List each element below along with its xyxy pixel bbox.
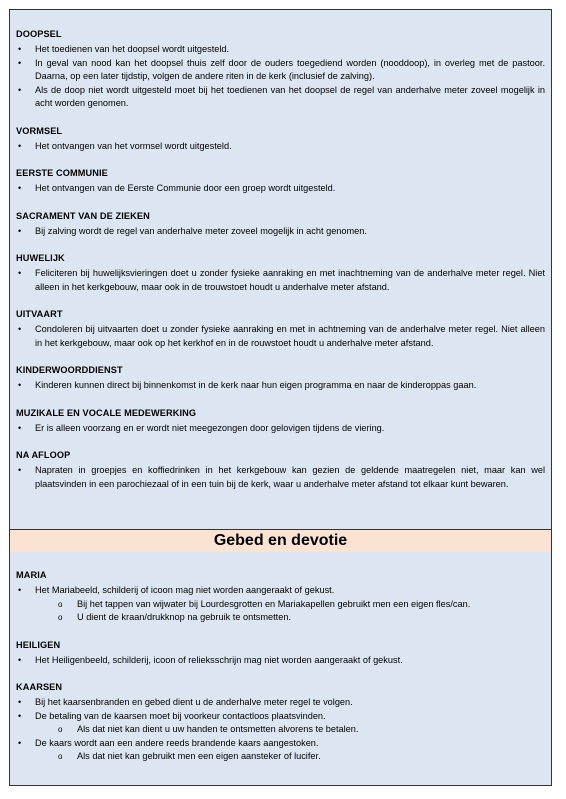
list-item (16, 84, 551, 111)
list-item (16, 422, 551, 436)
sub-list-item (16, 611, 551, 625)
list-item (16, 654, 551, 668)
section-heading: HEILIGEN (16, 639, 61, 650)
bullet-icon: • (18, 84, 22, 95)
bullet-icon: • (18, 585, 22, 595)
list-item (16, 57, 551, 84)
bullet-list (16, 140, 551, 154)
section-sacrament-van-de-zieken (16, 209, 551, 239)
section-heading: DOOPSEL (16, 29, 62, 39)
list-item-text: Bij het tappen van wijwater bij Lourdesgrotten en Mariakapellen gebruikt men een eigen fles/can. (77, 598, 471, 609)
section-heading: UITVAART (16, 309, 63, 319)
list-item-text: Napraten in groepjes en koffiedrinken in het kerkgebouw kan gezien de geldende maatregelen niet, maar kan wel plaatsvinden in een parochiezaal of in een tuin bij de kerk, waar u anderhalve meter afstand tot elkaar kunt bewaren. (35, 465, 545, 489)
list-item-text: In geval van nood kan het doopsel thuis zelf door de ouders toegediend worden (nooddoop), in overleg met de pastoor. Daarna, op een later tijdstip, volgen de andere riten in de kerk (inclusief de zalving). (35, 57, 545, 81)
list-item (16, 267, 551, 294)
bullet-list (16, 225, 551, 239)
bullet-list (16, 584, 551, 625)
bullet-list (16, 464, 551, 491)
section-heading: SACRAMENT VAN DE ZIEKEN (16, 210, 150, 221)
list-item (16, 323, 551, 350)
section-heading: HUWELIJK (16, 253, 65, 263)
list-item-text: Als de doop niet wordt uitgesteld moet bij het toedienen van het doopsel de regel van anderhalve meter zoveel mogelijk in acht worden genomen. (35, 84, 545, 108)
list-item-text: Als dat niet kan gebruikt men een eigen aansteker of lucifer. (77, 751, 321, 761)
bullet-icon: • (18, 422, 22, 433)
bullet-icon: • (18, 380, 22, 390)
section-banner: Gebed en devotie (9, 529, 552, 553)
section-eerste-communie (16, 166, 551, 196)
bullet-list (16, 323, 551, 350)
rules-box-sacraments (9, 9, 552, 530)
section-maria (16, 568, 551, 625)
section-uitvaart (16, 307, 551, 350)
list-item-text: Er is alleen voorzang en er wordt niet meegezongen door gelovigen tijdens de viering. (35, 422, 385, 433)
list-item (16, 182, 551, 196)
bullet-icon: • (18, 57, 22, 68)
section-heading: EERSTE COMMUNIE (16, 168, 108, 178)
list-item-text: Bij zalving wordt de regel van anderhalve meter zoveel mogelijk in acht genomen. (35, 225, 367, 236)
section-heading: KINDERWOORDDIENST (16, 365, 123, 375)
section-heiligen (16, 638, 551, 668)
list-item-text: Het ontvangen van het vormsel wordt uitgesteld. (35, 140, 232, 151)
bullet-list (16, 379, 551, 393)
section-na-afloop (16, 448, 551, 491)
bullet-icon: • (18, 140, 22, 151)
list-item (16, 584, 551, 598)
bullet-icon: • (18, 44, 22, 54)
section-kinderwoorddienst (16, 363, 551, 393)
bullet-icon: • (18, 710, 22, 721)
bullet-list (16, 654, 551, 668)
list-item-text: Condoleren bij uitvaarten doet u zonder fysieke aanraking en met in achtneming van de anderhalve meter regel. Niet alleen in het kerkgebouw, maar ook op het kerkhof en in de rouwstoet houdt u anderhalve meter afstand. (35, 324, 545, 348)
list-item-text: Het ontvangen van de Eerste Communie door een groep wordt uitgesteld. (35, 183, 336, 193)
section-kaarsen (16, 680, 551, 764)
list-item-text: Het toedienen van het doopsel wordt uitgesteld. (35, 44, 230, 54)
list-item-text: De kaars wordt aan een andere reeds brandende kaars aangestoken. (35, 737, 319, 748)
list-item (16, 43, 551, 57)
section-doopsel (16, 27, 551, 111)
list-item (16, 140, 551, 154)
circle-bullet-icon: o (58, 599, 63, 609)
bullet-icon: • (18, 324, 22, 334)
section-heading: MUZIKALE EN VOCALE MEDEWERKING (16, 407, 197, 418)
list-item (16, 464, 551, 491)
circle-bullet-icon: o (58, 613, 63, 622)
section-heading: MARIA (16, 570, 47, 580)
section-heading: KAARSEN (16, 682, 63, 692)
bullet-list (16, 696, 551, 764)
list-item-text: Het Mariabeeld, schilderij of icoon mag niet worden aangeraakt of gekust. (35, 585, 335, 595)
bullet-icon: • (18, 697, 22, 707)
bullet-icon: • (18, 737, 22, 748)
list-item-text: Als dat niet kan dient u uw handen te ontsmetten alvorens te betalen. (77, 724, 359, 734)
list-item (16, 696, 551, 710)
bullet-list (16, 422, 551, 436)
list-item-text: Het Heiligenbeeld, schilderij, icoon of relieksschrijn mag niet worden aangeraakt of gekust. (35, 654, 403, 665)
bullet-icon: • (18, 268, 22, 278)
circle-bullet-icon: o (58, 752, 63, 761)
circle-bullet-icon: o (58, 725, 63, 734)
list-item-text: Feliciteren bij huwelijksvieringen doet u zonder fysieke aanraking en met inachtneming van de anderhalve meter regel. Niet alleen in het kerkgebouw, maar ook in de trouwstoet houdt u anderhalve meter afstand. (35, 268, 545, 292)
list-item (16, 379, 551, 393)
list-item (16, 737, 551, 751)
section-muzikale-en-vocale-medewerking (16, 406, 551, 436)
section-huwelijk (16, 251, 551, 294)
sub-list-item (16, 598, 551, 612)
bullet-icon: • (18, 654, 22, 665)
bullet-icon: • (18, 183, 22, 193)
section-heading: VORMSEL (16, 125, 63, 136)
bullet-icon: • (18, 465, 22, 475)
rules-box-devotion (9, 552, 552, 786)
list-item (16, 710, 551, 724)
bullet-list (16, 182, 551, 196)
bullet-list (16, 267, 551, 294)
bullet-icon: • (18, 225, 22, 236)
section-heading: NA AFLOOP (16, 450, 71, 460)
list-item (16, 225, 551, 239)
bullet-list (16, 43, 551, 111)
list-item-text: Kinderen kunnen direct bij binnenkomst in de kerk naar hun eigen programma en naar de kinderoppas gaan. (35, 380, 477, 390)
list-item-text: U dient de kraan/drukknop na gebruik te ontsmetten. (77, 612, 291, 622)
list-item-text: Bij het kaarsenbranden en gebed dient u de anderhalve meter regel te volgen. (35, 697, 353, 707)
sub-list-item (16, 723, 551, 737)
sub-list-item (16, 750, 551, 764)
section-vormsel (16, 124, 551, 154)
list-item-text: De betaling van de kaarsen moet bij voorkeur contactloos plaatsvinden. (35, 710, 326, 721)
